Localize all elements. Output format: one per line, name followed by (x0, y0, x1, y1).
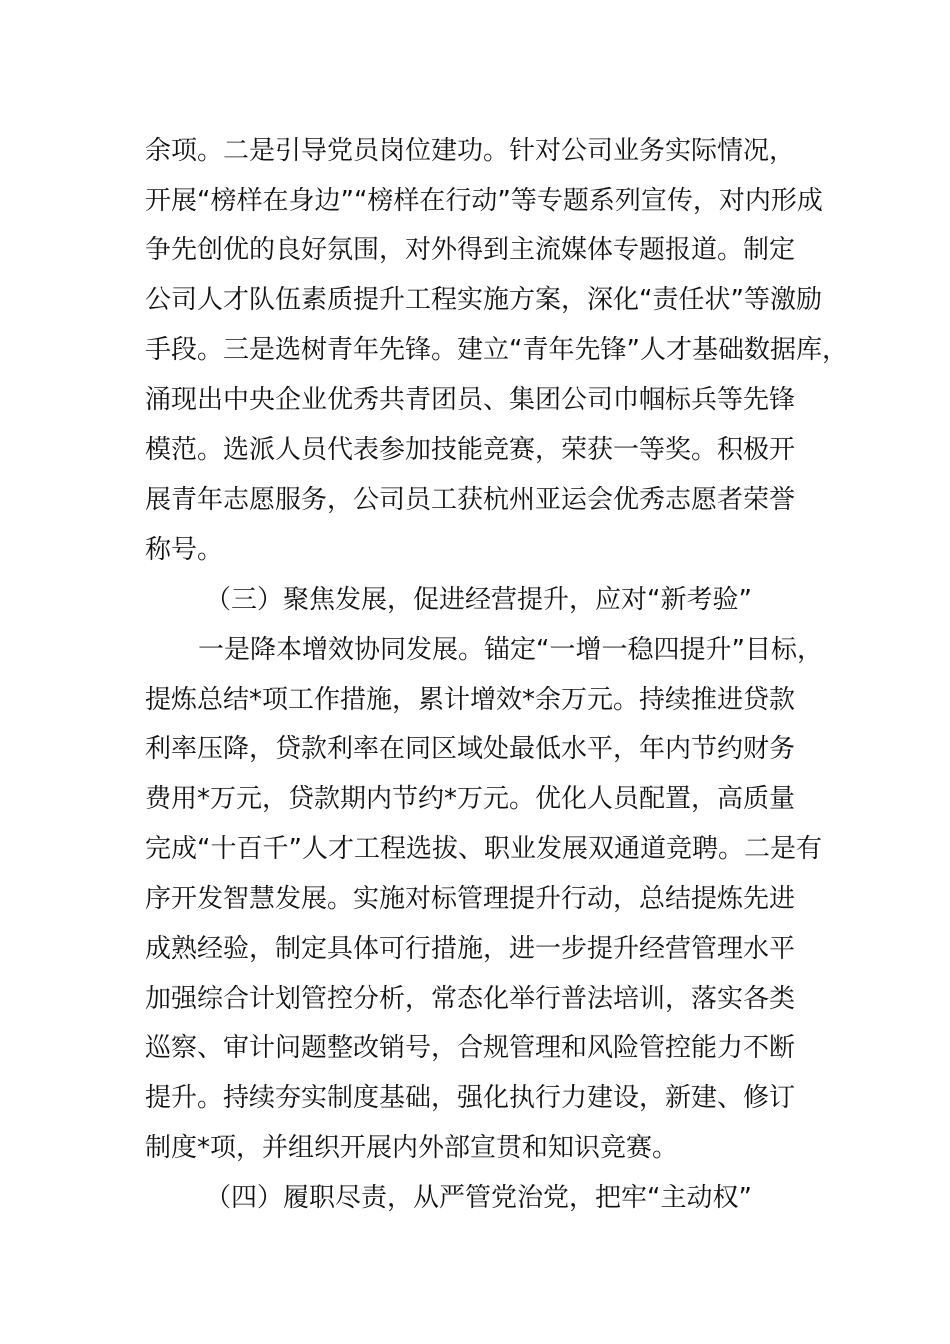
paragraph-line: 巡察、审计问题整改销号，合规管理和风险管控能力不断 (145, 1033, 796, 1063)
paragraph-line: 提升。持续夯实制度基础，强化执行力建设，新建、修订 (145, 1083, 796, 1113)
paragraph-line: 费用*万元，贷款期内节约*万元。优化人员配置，高质量 (145, 784, 796, 814)
paragraph-line: 公司人才队伍素质提升工程实施方案，深化“责任状”等激励 (145, 285, 822, 315)
paragraph-line: 一是降本增效协同发展。锚定“一增一稳四提升”目标， (198, 635, 823, 665)
paragraph-line: 余项。二是引导党员岗位建功。针对公司业务实际情况， (145, 136, 796, 166)
paragraph-line: 制度*项，并组织开展内外部宣贯和知识竞赛。 (145, 1133, 679, 1163)
paragraph-line: 序开发智慧发展。实施对标管理提升行动，总结提炼先进 (145, 884, 796, 914)
paragraph-line: 争先创优的良好氛围，对外得到主流媒体专题报道。制定 (145, 235, 796, 265)
paragraph-line: 涌现出中央企业优秀共青团员、集团公司巾帼标兵等先锋 (145, 385, 796, 415)
paragraph-line: 手段。三是选树青年先锋。建立“青年先锋”人才基础数据库， (145, 335, 848, 365)
paragraph-line: 加强综合计划管控分析，常态化举行普法培训，落实各类 (145, 984, 796, 1014)
paragraph-line: 利率压降，贷款利率在同区域处最低水平，年内节约财务 (145, 734, 796, 764)
section-heading: （四）履职尽责，从严管党治党，把牢“主动权” (205, 1183, 752, 1213)
paragraph-line: 开展“榜样在身边”“榜样在行动”等专题系列宣传，对内形成 (145, 186, 823, 216)
paragraph-line: 成熟经验，制定具体可行措施，进一步提升经营管理水平 (145, 934, 796, 964)
paragraph-line: 模范。选派人员代表参加技能竞赛，荣获一等奖。积极开 (145, 435, 796, 465)
paragraph-line: 展青年志愿服务，公司员工获杭州亚运会优秀志愿者荣誉 (145, 485, 796, 515)
paragraph-line: 称号。 (145, 535, 224, 565)
paragraph-line: 完成“十百千”人才工程选拔、职业发展双通道竞聘。二是有 (145, 834, 822, 864)
paragraph-line: 提炼总结*项工作措施，累计增效*余万元。持续推进贷款 (145, 685, 796, 715)
section-heading: （三）聚焦发展，促进经营提升，应对“新考验” (205, 585, 752, 615)
